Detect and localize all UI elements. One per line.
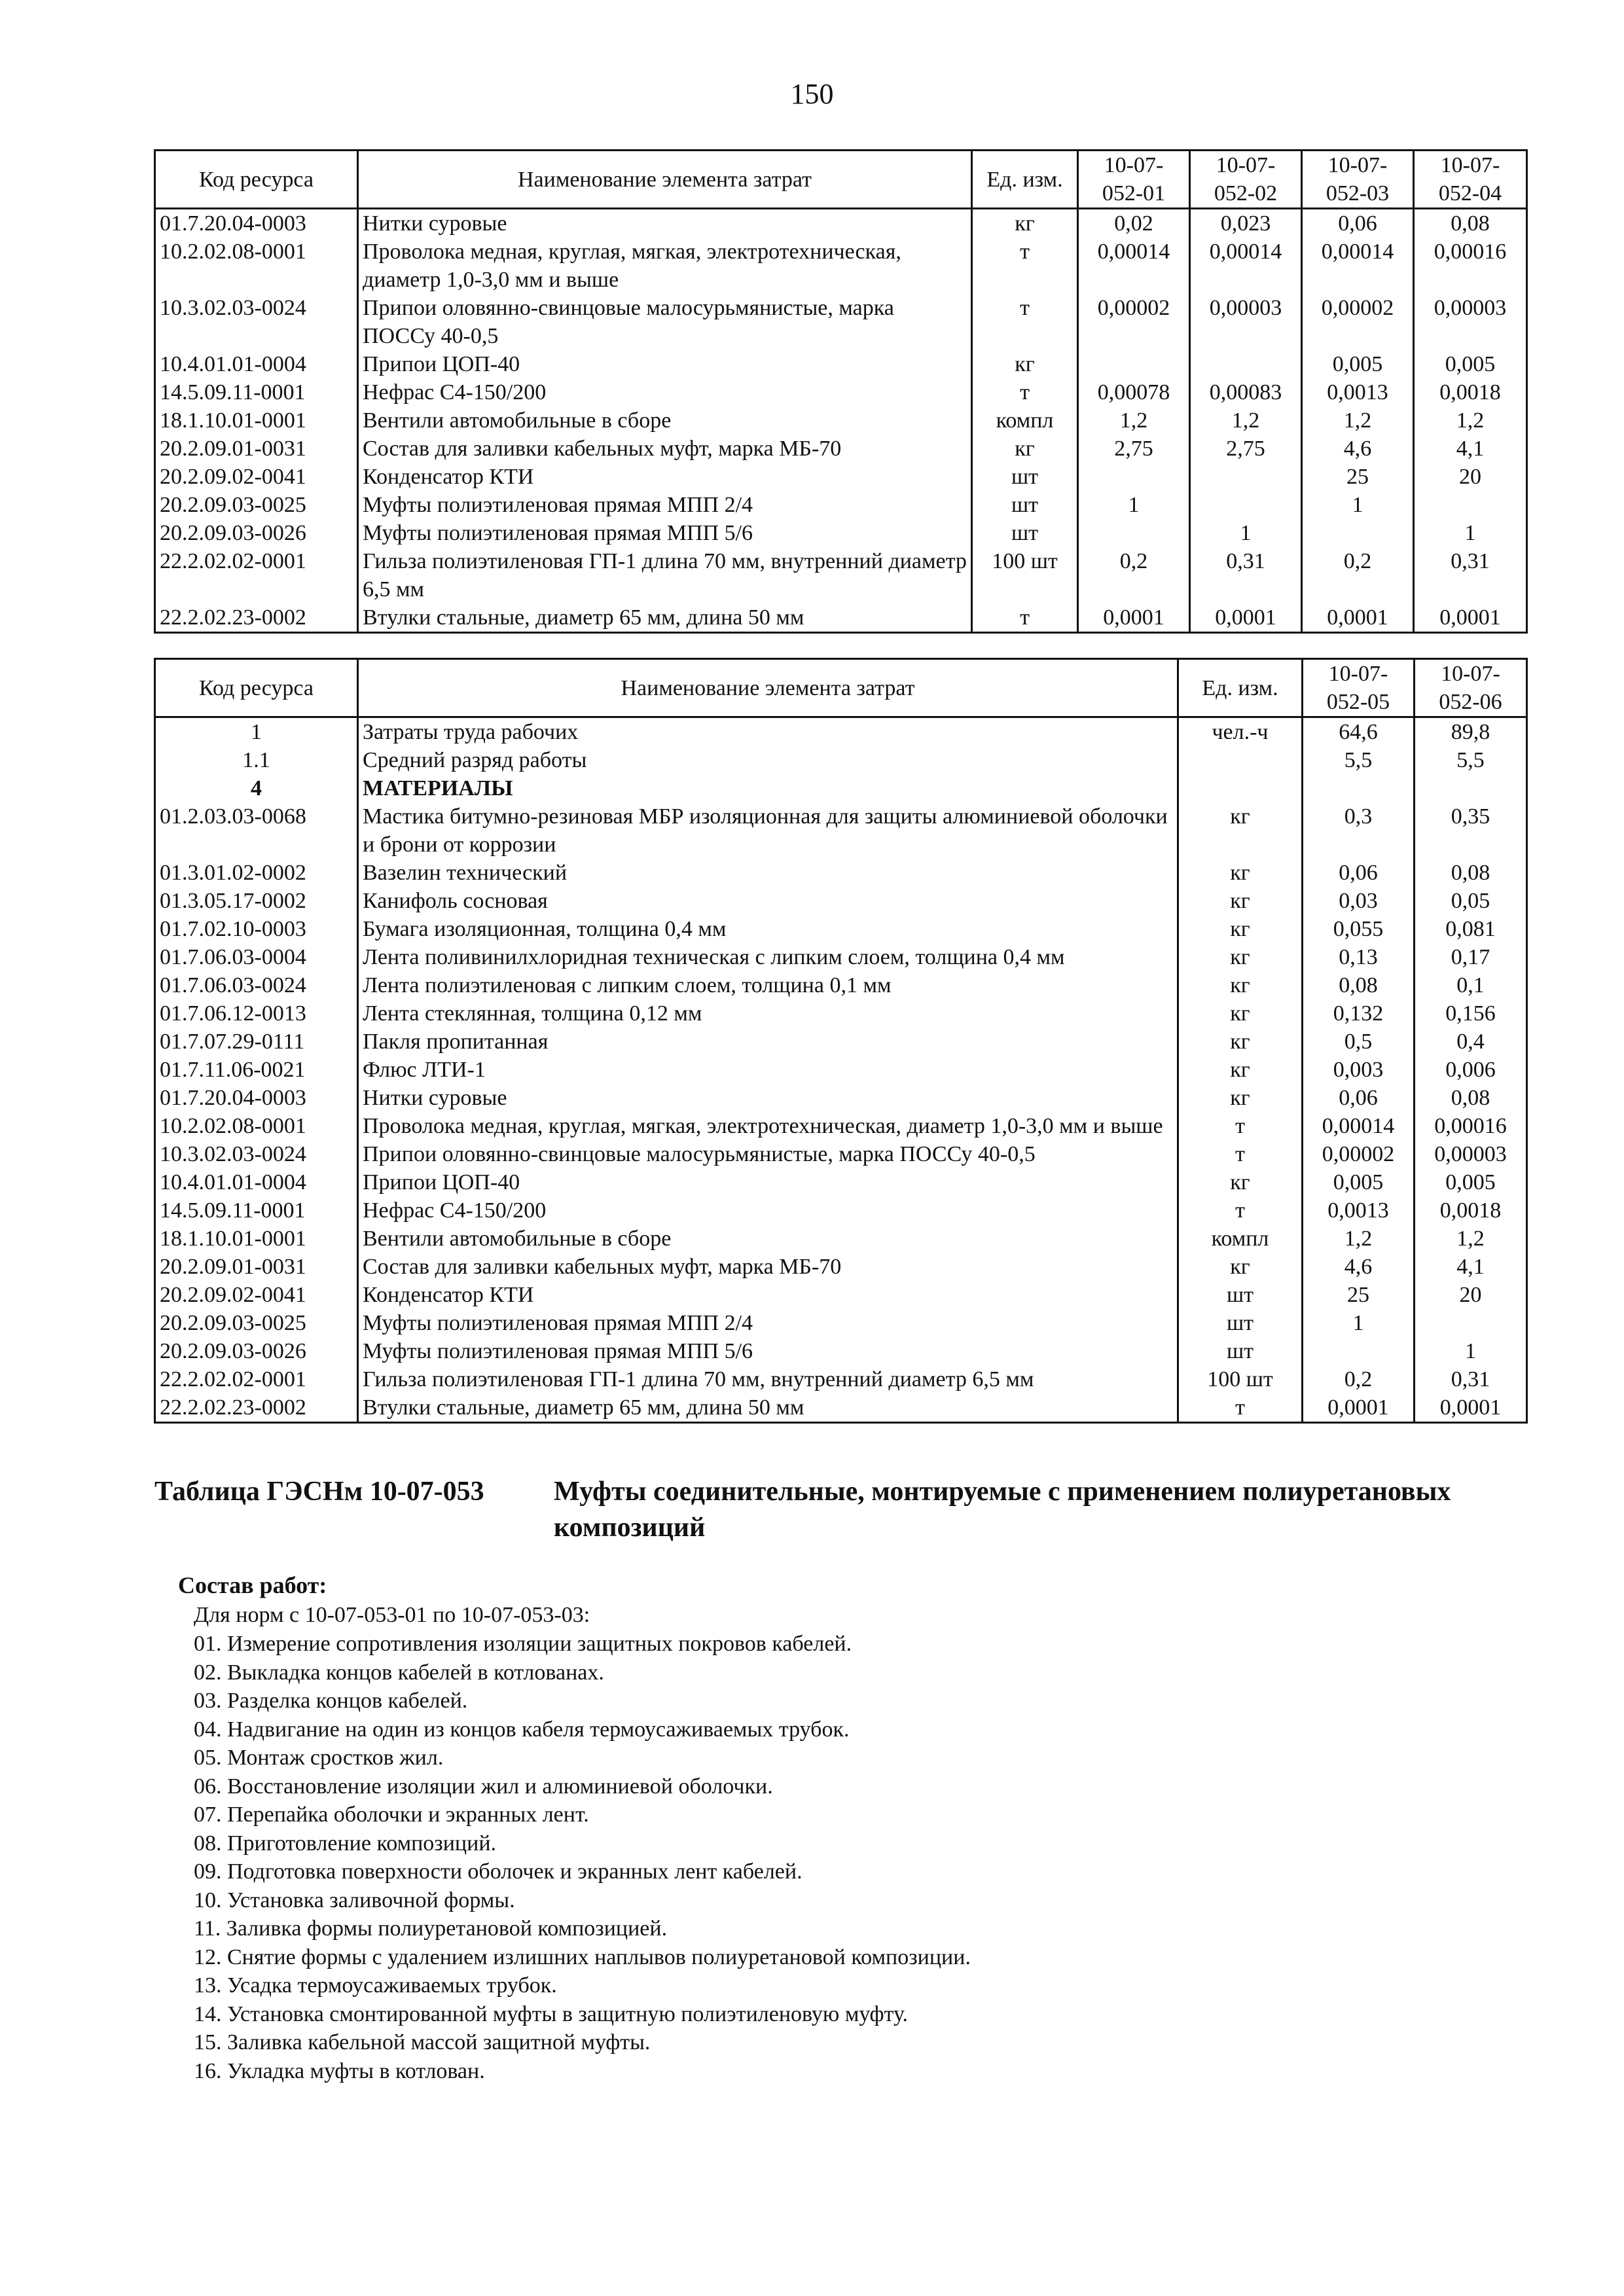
resource-code-cell: 01.7.06.03-0004 — [155, 943, 358, 971]
norm-value-cell: 0,00014 — [1303, 1112, 1415, 1140]
header-resource-code: Код ресурса — [155, 151, 358, 209]
cost-element-cell: Проволока медная, круглая, мягкая, электротехническая, диаметр 1,0-3,0 мм и выше — [358, 238, 972, 294]
resource-code-cell: 14.5.09.11-0001 — [155, 1196, 358, 1225]
header-norm-code: 10-07- 052-05 — [1303, 659, 1415, 717]
header-unit: Ед. изм. — [1178, 659, 1303, 717]
norm-value-cell: 0,0001 — [1415, 1393, 1527, 1423]
norm-value-cell: 0,00083 — [1190, 378, 1302, 406]
resource-code-cell: 18.1.10.01-0001 — [155, 406, 358, 435]
cost-element-cell: Нитки суровые — [358, 1084, 1178, 1112]
unit-cell: кг — [972, 350, 1078, 378]
cost-element-cell: Конденсатор КТИ — [358, 463, 972, 491]
table-row — [155, 463, 1527, 491]
unit-cell: кг — [1178, 859, 1303, 887]
table-row — [155, 1281, 1527, 1309]
norm-value-cell: 64,6 — [1303, 717, 1415, 747]
header-cost-element: Наименование элемента затрат — [358, 659, 1178, 717]
table-header-row — [155, 659, 1527, 717]
cost-element-cell: МАТЕРИАЛЫ — [358, 774, 1178, 802]
norm-value-cell: 0,0001 — [1303, 1393, 1415, 1423]
cost-element-cell: Состав для заливки кабельных муфт, марка МБ-70 — [358, 435, 972, 463]
norm-value-cell: 1 — [1414, 519, 1527, 547]
norm-value-cell: 0,0018 — [1414, 378, 1527, 406]
resource-table-052-01-04 — [154, 149, 1528, 634]
norm-value-cell: 0,00014 — [1190, 238, 1302, 294]
resource-code-cell: 20.2.09.02-0041 — [155, 1281, 358, 1309]
resource-code-cell: 10.2.02.08-0001 — [155, 1112, 358, 1140]
norm-value-cell: 1 — [1303, 1309, 1415, 1337]
resource-code-cell: 14.5.09.11-0001 — [155, 378, 358, 406]
list-item: 13. Усадка термоусаживаемых трубок. — [194, 1973, 557, 1998]
unit-cell: компл — [1178, 1225, 1303, 1253]
cost-element-cell: Проволока медная, круглая, мягкая, электротехническая, диаметр 1,0-3,0 мм и выше — [358, 1112, 1178, 1140]
cost-element-cell: Гильза полиэтиленовая ГП-1 длина 70 мм, внутренний диаметр 6,5 мм — [358, 1365, 1178, 1393]
cost-element-cell: Муфты полиэтиленовая прямая МПП 5/6 — [358, 519, 972, 547]
unit-cell: кг — [1178, 1056, 1303, 1084]
table-row — [155, 406, 1527, 435]
cost-element-cell: Припои ЦОП-40 — [358, 1168, 1178, 1196]
norm-value-cell: 0,005 — [1302, 350, 1414, 378]
unit-cell: кг — [972, 435, 1078, 463]
list-item: 07. Перепайка оболочки и экранных лент. — [194, 1803, 589, 1827]
cost-element-cell: Флюс ЛТИ-1 — [358, 1056, 1178, 1084]
cost-element-cell: Лента поливинилхлоридная техническая с липким слоем, толщина 0,4 мм — [358, 943, 1178, 971]
unit-cell: т — [1178, 1140, 1303, 1168]
table-row — [155, 238, 1527, 294]
norm-value-cell — [1415, 1309, 1527, 1337]
table-row — [155, 294, 1527, 350]
norm-value-cell: 5,5 — [1415, 746, 1527, 774]
unit-cell: кг — [1178, 971, 1303, 999]
resource-code-cell: 20.2.09.03-0025 — [155, 1309, 358, 1337]
norm-value-cell — [1303, 774, 1415, 802]
cost-element-cell: Вентили автомобильные в сборе — [358, 1225, 1178, 1253]
norm-value-cell: 4,6 — [1303, 1253, 1415, 1281]
norm-value-cell: 0,006 — [1415, 1056, 1527, 1084]
norm-value-cell: 1 — [1302, 491, 1414, 519]
table-row — [155, 547, 1527, 603]
norm-value-cell: 0,023 — [1190, 209, 1302, 238]
unit-cell: шт — [972, 491, 1078, 519]
table-row — [155, 971, 1527, 999]
norm-value-cell: 0,0001 — [1302, 603, 1414, 633]
resource-code-cell: 10.2.02.08-0001 — [155, 238, 358, 294]
header-resource-code: Код ресурса — [155, 659, 358, 717]
table-row — [155, 1140, 1527, 1168]
unit-cell: 100 шт — [1178, 1365, 1303, 1393]
norm-value-cell: 0,08 — [1414, 209, 1527, 238]
norm-value-cell — [1415, 774, 1527, 802]
norm-value-cell: 1,2 — [1078, 406, 1190, 435]
norm-value-cell: 0,00014 — [1078, 238, 1190, 294]
cost-element-cell: Припои ЦОП-40 — [358, 350, 972, 378]
norm-value-cell: 1,2 — [1302, 406, 1414, 435]
cost-element-cell: Гильза полиэтиленовая ГП-1 длина 70 мм, внутренний диаметр 6,5 мм — [358, 547, 972, 603]
table-row — [155, 1084, 1527, 1112]
norm-value-cell: 0,4 — [1415, 1028, 1527, 1056]
norm-value-cell: 1,2 — [1415, 1225, 1527, 1253]
table-row — [155, 1225, 1527, 1253]
list-item: 08. Приготовление композиций. — [194, 1831, 497, 1856]
cost-element-cell: Нитки суровые — [358, 209, 972, 238]
unit-cell: шт — [1178, 1337, 1303, 1365]
resource-code-cell: 22.2.02.23-0002 — [155, 603, 358, 633]
resource-code-cell: 20.2.09.01-0031 — [155, 1253, 358, 1281]
list-item: 06. Восстановление изоляции жил и алюминиевой оболочки. — [194, 1774, 773, 1799]
norm-value-cell: 0,1 — [1415, 971, 1527, 999]
resource-code-cell: 10.4.01.01-0004 — [155, 1168, 358, 1196]
header-norm-code: 10-07- 052-06 — [1415, 659, 1527, 717]
header-cost-element: Наименование элемента затрат — [358, 151, 972, 209]
norm-value-cell: 0,05 — [1415, 887, 1527, 915]
norm-value-cell: 0,081 — [1415, 915, 1527, 943]
work-composition-title: Состав работ: — [178, 1572, 327, 1598]
norm-value-cell: 1 — [1415, 1337, 1527, 1365]
list-item: 02. Выкладка концов кабелей в котлованах. — [194, 1660, 604, 1685]
norm-value-cell: 1 — [1190, 519, 1302, 547]
table-row — [155, 1056, 1527, 1084]
list-item: 12. Снятие формы с удалением излишних наплывов полиуретановой композиции. — [194, 1945, 971, 1969]
resource-code-cell: 20.2.09.03-0026 — [155, 519, 358, 547]
list-item: 03. Разделка концов кабелей. — [194, 1689, 468, 1713]
resource-code-cell: 01.7.20.04-0003 — [155, 209, 358, 238]
cost-element-cell: Мастика битумно-резиновая МБР изоляционная для защиты алюминиевой оболочки и брони от коррозии — [358, 802, 1178, 859]
norm-value-cell: 0,06 — [1303, 1084, 1415, 1112]
table-row — [155, 1393, 1527, 1423]
resource-code-cell: 01.7.20.04-0003 — [155, 1084, 358, 1112]
unit-cell — [1178, 746, 1303, 774]
cost-element-cell: Бумага изоляционная, толщина 0,4 мм — [358, 915, 1178, 943]
norm-value-cell: 0,0013 — [1303, 1196, 1415, 1225]
list-item: 10. Установка заливочной формы. — [194, 1888, 515, 1912]
unit-cell: кг — [972, 209, 1078, 238]
norm-value-cell: 0,08 — [1415, 859, 1527, 887]
resource-code-cell: 01.7.11.06-0021 — [155, 1056, 358, 1084]
norm-value-cell: 0,06 — [1302, 209, 1414, 238]
table-body — [155, 717, 1527, 1423]
table-row — [155, 1309, 1527, 1337]
cost-element-cell: Втулки стальные, диаметр 65 мм, длина 50 мм — [358, 603, 972, 633]
table-row — [155, 1028, 1527, 1056]
norm-value-cell: 0,0013 — [1302, 378, 1414, 406]
cost-element-cell: Вентили автомобильные в сборе — [358, 406, 972, 435]
norm-value-cell: 0,156 — [1415, 999, 1527, 1028]
norm-value-cell — [1190, 491, 1302, 519]
norm-value-cell: 0,00016 — [1414, 238, 1527, 294]
table-body — [155, 209, 1527, 633]
table-row — [155, 378, 1527, 406]
list-item: 01. Измерение сопротивления изоляции защитных покровов кабелей. — [194, 1632, 852, 1656]
table-row — [155, 491, 1527, 519]
unit-cell: кг — [1178, 1084, 1303, 1112]
resource-code-cell: 01.3.01.02-0002 — [155, 859, 358, 887]
cost-element-cell: Нефрас С4-150/200 — [358, 1196, 1178, 1225]
cost-element-cell: Вазелин технический — [358, 859, 1178, 887]
norm-value-cell: 0,0018 — [1415, 1196, 1527, 1225]
norm-value-cell: 0,005 — [1303, 1168, 1415, 1196]
table-row — [155, 1112, 1527, 1140]
norm-value-cell — [1190, 463, 1302, 491]
table-row — [155, 1253, 1527, 1281]
resource-code-cell: 10.3.02.03-0024 — [155, 294, 358, 350]
resource-code-cell: 20.2.09.03-0026 — [155, 1337, 358, 1365]
cost-element-cell: Лента полиэтиленовая с липким слоем, толщина 0,1 мм — [358, 971, 1178, 999]
table-row — [155, 915, 1527, 943]
norm-value-cell: 0,5 — [1303, 1028, 1415, 1056]
norm-value-cell: 4,1 — [1414, 435, 1527, 463]
norm-value-cell: 20 — [1415, 1281, 1527, 1309]
norm-value-cell: 0,02 — [1078, 209, 1190, 238]
table-row — [155, 209, 1527, 238]
norm-value-cell: 0,2 — [1078, 547, 1190, 603]
norm-value-cell: 0,31 — [1414, 547, 1527, 603]
resource-code-cell: 20.2.09.03-0025 — [155, 491, 358, 519]
header-norm-code: 10-07- 052-01 — [1078, 151, 1190, 209]
cost-element-cell: Состав для заливки кабельных муфт, марка МБ-70 — [358, 1253, 1178, 1281]
resource-code-cell: 10.3.02.03-0024 — [155, 1140, 358, 1168]
norm-value-cell: 0,00002 — [1303, 1140, 1415, 1168]
unit-cell: шт — [972, 519, 1078, 547]
header-unit: Ед. изм. — [972, 151, 1078, 209]
resource-code-cell: 4 — [155, 774, 358, 802]
resource-code-cell: 22.2.02.23-0002 — [155, 1393, 358, 1423]
norm-value-cell: 2,75 — [1078, 435, 1190, 463]
norm-value-cell: 0,13 — [1303, 943, 1415, 971]
resource-code-cell: 1 — [155, 717, 358, 747]
norm-value-cell: 0,132 — [1303, 999, 1415, 1028]
norm-value-cell: 0,31 — [1415, 1365, 1527, 1393]
cost-element-cell: Лента стеклянная, толщина 0,12 мм — [358, 999, 1178, 1028]
norm-value-cell: 0,35 — [1415, 802, 1527, 859]
cost-element-cell: Пакля пропитанная — [358, 1028, 1178, 1056]
norm-value-cell — [1302, 519, 1414, 547]
norm-value-cell: 0,03 — [1303, 887, 1415, 915]
norm-value-cell: 4,6 — [1302, 435, 1414, 463]
header-norm-code: 10-07- 052-04 — [1414, 151, 1527, 209]
unit-cell: компл — [972, 406, 1078, 435]
norm-value-cell: 0,00016 — [1415, 1112, 1527, 1140]
norm-value-cell: 4,1 — [1415, 1253, 1527, 1281]
norm-value-cell: 0,0001 — [1078, 603, 1190, 633]
resource-table-052-05-06 — [154, 658, 1528, 1424]
norm-value-cell: 0,003 — [1303, 1056, 1415, 1084]
resource-code-cell: 18.1.10.01-0001 — [155, 1225, 358, 1253]
table-row — [155, 774, 1527, 802]
norm-value-cell: 1 — [1078, 491, 1190, 519]
table-header-row — [155, 151, 1527, 209]
cost-element-cell: Припои оловянно-свинцовые малосурьмянистые, марка ПОССу 40-0,5 — [358, 294, 972, 350]
norm-value-cell: 0,2 — [1302, 547, 1414, 603]
table-row — [155, 350, 1527, 378]
resource-code-cell: 01.7.07.29-0111 — [155, 1028, 358, 1056]
unit-cell: шт — [1178, 1309, 1303, 1337]
norm-value-cell: 0,005 — [1414, 350, 1527, 378]
list-item: 04. Надвигание на один из концов кабеля термоусаживаемых трубок. — [194, 1717, 850, 1742]
cost-element-cell: Канифоль сосновая — [358, 887, 1178, 915]
cost-element-cell: Нефрас С4-150/200 — [358, 378, 972, 406]
cost-element-cell: Муфты полиэтиленовая прямая МПП 2/4 — [358, 1309, 1178, 1337]
unit-cell: кг — [1178, 943, 1303, 971]
unit-cell: т — [972, 238, 1078, 294]
table-row — [155, 1196, 1527, 1225]
unit-cell: кг — [1178, 915, 1303, 943]
unit-cell: чел.-ч — [1178, 717, 1303, 747]
resource-code-cell: 01.3.05.17-0002 — [155, 887, 358, 915]
table-name: Таблица ГЭСНм 10-07-053 — [154, 1477, 484, 1507]
unit-cell: т — [972, 294, 1078, 350]
unit-cell: 100 шт — [972, 547, 1078, 603]
unit-cell: т — [1178, 1393, 1303, 1423]
norm-value-cell: 0,3 — [1303, 802, 1415, 859]
norm-value-cell — [1190, 350, 1302, 378]
norm-value-cell: 1,2 — [1414, 406, 1527, 435]
resource-code-cell: 1.1 — [155, 746, 358, 774]
resource-code-cell: 01.2.03.03-0068 — [155, 802, 358, 859]
list-item: 15. Заливка кабельной массой защитной муфты. — [194, 2030, 651, 2054]
norm-value-cell: 0,0001 — [1190, 603, 1302, 633]
table-caption: Муфты соединительные, монтируемые с применением полиуретановых композиций — [554, 1477, 1451, 1543]
resource-code-cell: 10.4.01.01-0004 — [155, 350, 358, 378]
table-row — [155, 943, 1527, 971]
norm-value-cell: 25 — [1303, 1281, 1415, 1309]
resource-code-cell: 01.7.06.12-0013 — [155, 999, 358, 1028]
table-row — [155, 859, 1527, 887]
norm-value-cell: 0,17 — [1415, 943, 1527, 971]
table-row — [155, 435, 1527, 463]
table-row — [155, 519, 1527, 547]
norm-value-cell — [1078, 519, 1190, 547]
norm-value-cell: 0,06 — [1303, 859, 1415, 887]
norm-value-cell: 2,75 — [1190, 435, 1302, 463]
norm-value-cell: 0,08 — [1303, 971, 1415, 999]
norm-value-cell: 0,00003 — [1414, 294, 1527, 350]
unit-cell: кг — [1178, 1253, 1303, 1281]
unit-cell: т — [972, 378, 1078, 406]
table-row — [155, 802, 1527, 859]
table-row — [155, 999, 1527, 1028]
list-item: 14. Установка смонтированной муфты в защитную полиэтиленовую муфту. — [194, 2001, 909, 2026]
header-norm-code: 10-07- 052-03 — [1302, 151, 1414, 209]
norm-value-cell: 0,00002 — [1302, 294, 1414, 350]
table-row — [155, 746, 1527, 774]
cost-element-cell: Припои оловянно-свинцовые малосурьмянистые, марка ПОССу 40-0,5 — [358, 1140, 1178, 1168]
resource-code-cell: 22.2.02.02-0001 — [155, 547, 358, 603]
cost-element-cell: Конденсатор КТИ — [358, 1281, 1178, 1309]
table-row — [155, 1337, 1527, 1365]
norm-value-cell: 0,00003 — [1190, 294, 1302, 350]
resource-code-cell: 22.2.02.02-0001 — [155, 1365, 358, 1393]
table-row — [155, 717, 1527, 747]
list-item: 11. Заливка формы полиуретановой композицией. — [194, 1916, 668, 1941]
norm-value-cell: 1,2 — [1190, 406, 1302, 435]
norm-value-cell: 0,005 — [1415, 1168, 1527, 1196]
cost-element-cell: Муфты полиэтиленовая прямая МПП 2/4 — [358, 491, 972, 519]
unit-cell — [1178, 774, 1303, 802]
table-row — [155, 887, 1527, 915]
resource-code-cell: 20.2.09.01-0031 — [155, 435, 358, 463]
cost-element-cell: Затраты труда рабочих — [358, 717, 1178, 747]
norm-value-cell: 1,2 — [1303, 1225, 1415, 1253]
resource-code-cell: 01.7.02.10-0003 — [155, 915, 358, 943]
list-item: 05. Монтаж сростков жил. — [194, 1746, 444, 1770]
norm-value-cell: 0,00002 — [1078, 294, 1190, 350]
unit-cell: т — [972, 603, 1078, 633]
unit-cell: шт — [1178, 1281, 1303, 1309]
resource-code-cell: 01.7.06.03-0024 — [155, 971, 358, 999]
norm-value-cell — [1414, 491, 1527, 519]
table-row — [155, 1365, 1527, 1393]
norm-value-cell: 0,08 — [1415, 1084, 1527, 1112]
table-row — [155, 603, 1527, 633]
norm-value-cell: 0,31 — [1190, 547, 1302, 603]
norm-value-cell: 5,5 — [1303, 746, 1415, 774]
table-row — [155, 1168, 1527, 1196]
unit-cell: кг — [1178, 887, 1303, 915]
unit-cell: кг — [1178, 1168, 1303, 1196]
unit-cell: шт — [972, 463, 1078, 491]
norm-value-cell: 0,00014 — [1302, 238, 1414, 294]
norm-value-cell: 0,00078 — [1078, 378, 1190, 406]
norm-value-cell: 0,2 — [1303, 1365, 1415, 1393]
header-norm-code: 10-07- 052-02 — [1190, 151, 1302, 209]
unit-cell: кг — [1178, 802, 1303, 859]
unit-cell: кг — [1178, 999, 1303, 1028]
norm-value-cell: 25 — [1302, 463, 1414, 491]
cost-element-cell: Муфты полиэтиленовая прямая МПП 5/6 — [358, 1337, 1178, 1365]
cost-element-cell: Втулки стальные, диаметр 65 мм, длина 50 мм — [358, 1393, 1178, 1423]
norm-value-cell: 20 — [1414, 463, 1527, 491]
norm-value-cell — [1303, 1337, 1415, 1365]
list-item: 09. Подготовка поверхности оболочек и экранных лент кабелей. — [194, 1859, 803, 1884]
norm-value-cell: 89,8 — [1415, 717, 1527, 747]
work-composition-list — [194, 1630, 971, 2085]
cost-element-cell: Средний разряд работы — [358, 746, 1178, 774]
work-composition-intro: Для норм с 10-07-053-01 по 10-07-053-03: — [194, 1603, 590, 1627]
norm-value-cell — [1078, 350, 1190, 378]
unit-cell: т — [1178, 1112, 1303, 1140]
unit-cell: кг — [1178, 1028, 1303, 1056]
norm-value-cell: 0,0001 — [1414, 603, 1527, 633]
unit-cell: т — [1178, 1196, 1303, 1225]
norm-value-cell: 0,00003 — [1415, 1140, 1527, 1168]
resource-code-cell: 20.2.09.02-0041 — [155, 463, 358, 491]
norm-value-cell — [1078, 463, 1190, 491]
list-item: 16. Укладка муфты в котлован. — [194, 2058, 485, 2083]
page-number: 150 — [790, 78, 834, 110]
norm-value-cell: 0,055 — [1303, 915, 1415, 943]
